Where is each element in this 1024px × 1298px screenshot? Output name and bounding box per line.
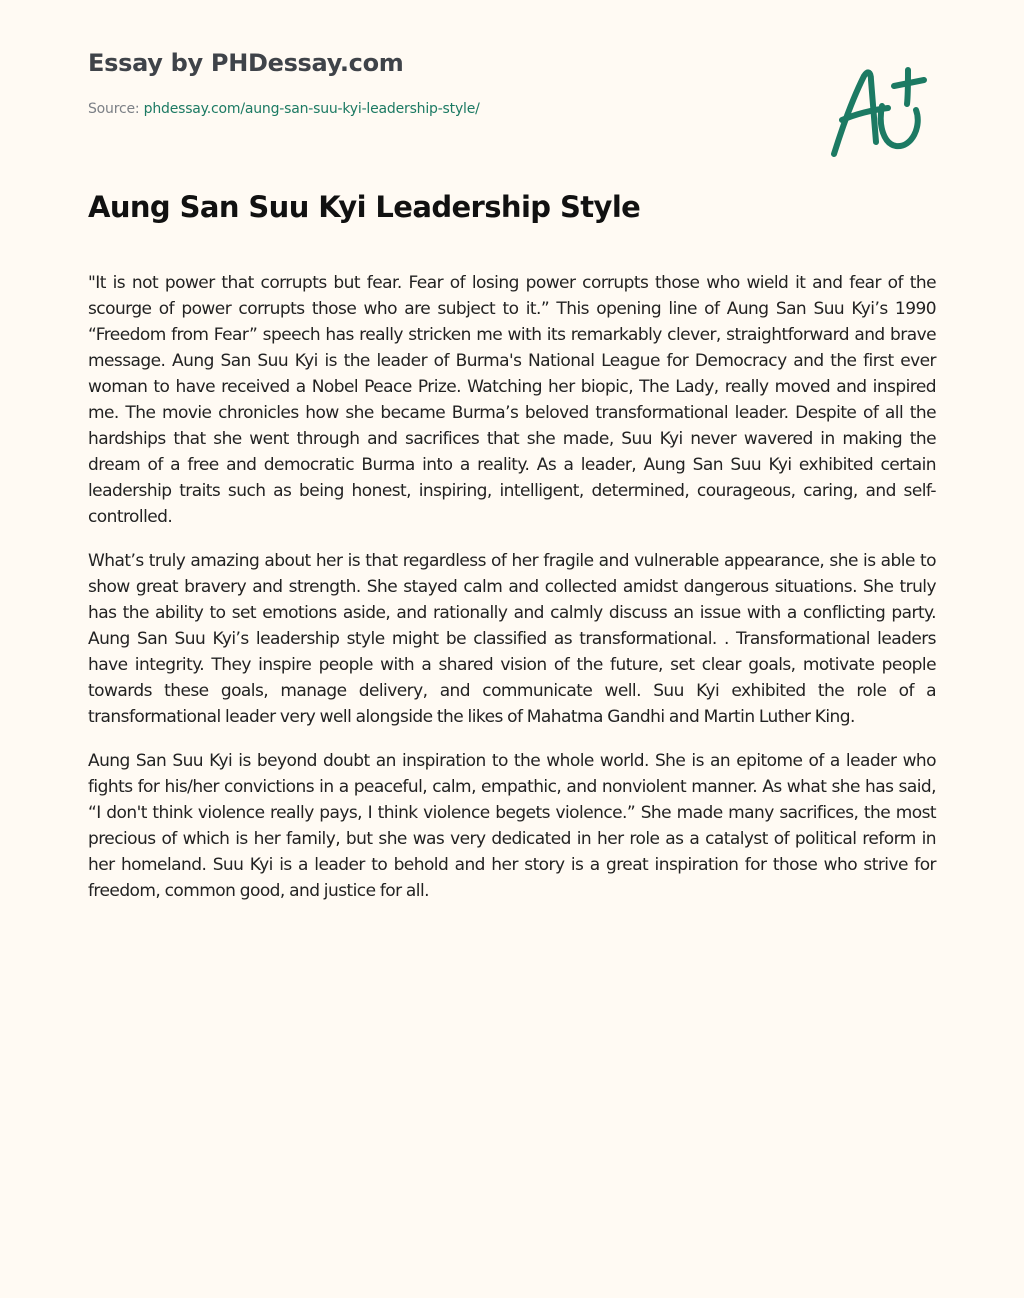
source-link[interactable]: phdessay.com/aung-san-suu-kyi-leadership-style/ <box>143 101 480 117</box>
source-label: Source: <box>88 101 144 117</box>
page-header <box>88 0 936 170</box>
essay-page <box>88 0 936 901</box>
essay-paragraph: What’s truly amazing about her is that regardless of her fragile and vulnerable appearance, she is able to show great bravery and strength. She stayed calm and collected amidst dangerous situations. She truly has the ability to set emotions aside, and rationally and calmly discuss an issue with a conflicting party. Aung San Suu Kyi’s leadership style might be classified as transformational. . Transformational leaders have integrity. They inspire people with a shared vision of the future, set clear goals, motivate people towards these goals, manage delivery, and communicate well. Suu Kyi exhibited the role of a transformational leader very well alongside the likes of Mahatma Gandhi and Martin Luther King. <box>88 551 936 727</box>
essay-title: Aung San Suu Kyi Leadership Style <box>88 190 641 224</box>
essay-body <box>88 270 936 922</box>
source-line <box>88 101 480 117</box>
essay-paragraph: "It is not power that corrupts but fear. Fear of losing power corrupts those who wield it and fear of the scourge of power corrupts those who are subject to it.” This opening line of Aung San Suu Kyi’s 1990 “Freedom from Fear” speech has really stricken me with its remarkably clever, straightforward and brave message. Aung San Suu Kyi is the leader of Burma's National League for Democracy and the first ever woman to have received a Nobel Peace Prize. Watching her biopic, The Lady, really moved and inspired me. The movie chronicles how she became Burma’s beloved transformational leader. Despite of all the hardships that she went through and sacrifices that she made, Suu Kyi never wavered in making the dream of a free and democratic Burma into a reality. As a leader, Aung San Suu Kyi exhibited certain leadership traits such as being honest, inspiring, intelligent, determined, courageous, caring, and self-controlled. <box>88 273 936 527</box>
a-plus-grade-icon <box>828 62 928 162</box>
site-brand: Essay by PHDessay.com <box>88 49 404 77</box>
essay-paragraph: Aung San Suu Kyi is beyond doubt an inspiration to the whole world. She is an epitome of a leader who fights for his/her convictions in a peaceful, calm, empathic, and nonviolent manner. As what she has said, “I don't think violence really pays, I think violence begets violence.” She made many sacrifices, the most precious of which is her family, but she was very dedicated in her role as a catalyst of political reform in her homeland. Suu Kyi is a leader to behold and her story is a great inspiration for those who strive for freedom, common good, and justice for all. <box>88 751 936 901</box>
